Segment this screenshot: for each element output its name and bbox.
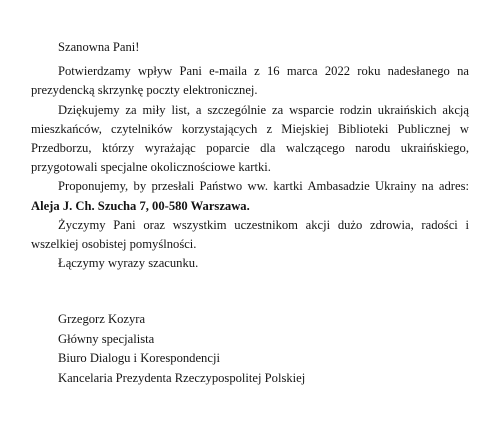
letter-body xyxy=(31,38,469,273)
paragraph-thanks: Dziękujemy za miły list, a szczególnie za wsparcie rodzin ukraińskich akcją mieszkańców, czytelników korzystających z Miejskiej Biblioteki Publicznej w Przedborzu, którzy wyrażając poparcie dla walczącego narodu ukraińskiego, przygotowali specjalne okolicznościowe kartki. xyxy=(31,102,469,175)
paragraph-confirmation: Potwierdzamy wpływ Pani e-maila z 16 marca 2022 roku nadesłanego na prezydencką skrzynkę poczty elektronicznej. xyxy=(31,64,469,98)
salutation: Szanowna Pani! xyxy=(58,40,140,54)
closing-line: Łączymy wyrazy szacunku. xyxy=(58,256,199,271)
paragraph-proposal xyxy=(31,177,469,215)
signature-block xyxy=(58,310,305,388)
paragraph-wishes: Życzymy Pani oraz wszystkim uczestnikom akcji dużo zdrowia, radości i wszelkiej osobistej pomyślności. xyxy=(31,217,469,252)
signatory-office: Kancelaria Prezydenta Rzeczypospolitej Polskiej xyxy=(58,370,306,385)
signatory-department: Biuro Dialogu i Korespondencji xyxy=(58,351,220,366)
proposal-text: Proponujemy, by przesłali Państwo ww. kartki Ambasadzie Ukrainy na adres: xyxy=(58,179,469,194)
signatory-position: Główny specjalista xyxy=(58,331,155,346)
embassy-address: Aleja J. Ch. Szucha 7, 00-580 Warszawa. xyxy=(31,198,250,213)
signatory-name: Grzegorz Kozyra xyxy=(58,312,146,326)
